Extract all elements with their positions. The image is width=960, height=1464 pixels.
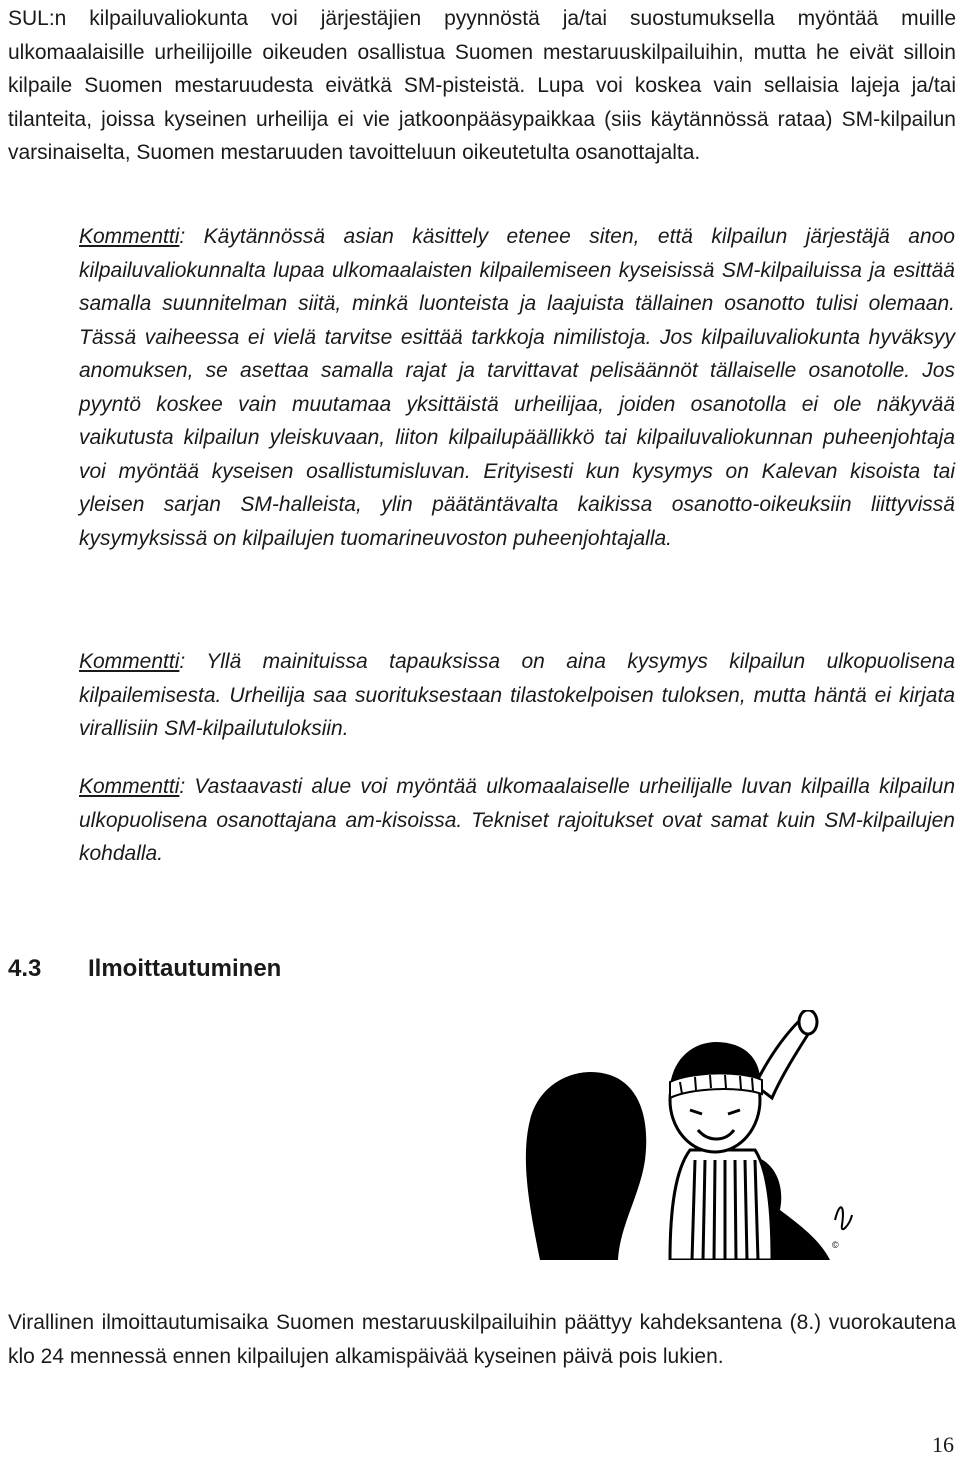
comment-text: : Käytännössä asian käsittely etenee siten, että kilpailun järjestäjä anoo kilpailuvaliokunnalta lupaa ulkomaalaisten kilpailemiseen kyseisissä SM-kilpailuissa ja esittää samalla suunnitelman siitä, minkä luonteista ja laajuista tällainen osanotto tulisi olemaan. Tässä vaiheessa ei vielä tarvitse esittää tarkkoja nimilistoja. Jos kilpailuvaliokunta hyväksyy anomuksen, se asettaa samalla rajat ja tarvittavat pelisäännöt tällaiselle osanotolle. Jos pyyntö koskee vain muutamaa yksittäistä urheilijaa, joiden osanotolla ei ole näkyvää vaikutusta kilpailun yleiskuvaan, liiton kilpailupäällikkö tai kilpailuvaliokunnan puheenjohtaja voi myöntää kyseisen osallistumisluvan. Erityisesti kun kysymys on Kalevan kisoista tai yleisen sarjan SM-halleista, ylin päätäntävalta kaikissa osanotto-oikeuksiin liittyvissä kysymyksissä on kilpailujen tuomarineuvoston puheenjohtajalla.	[79, 225, 955, 550]
section-heading	[8, 955, 281, 983]
registration-paragraph: Virallinen ilmoittautumisaika Suomen mestaruuskilpailuihin päättyy kahdeksantena (8.) vuorokautena klo 24 mennessä ennen kilpailujen alkamispäivää kyseinen päivä pois lukien.	[8, 1311, 956, 1368]
section-title: Ilmoittautuminen	[88, 955, 282, 982]
comment-label: Kommentti	[79, 650, 180, 673]
comment-1	[79, 220, 955, 555]
section-number: 4.3	[8, 955, 42, 982]
comment-label: Kommentti	[79, 225, 180, 248]
comment-text: : Yllä mainituissa tapauksissa on aina kysymys kilpailun ulkopuolisena kilpailemisesta. Urheilija saa suorituksestaan tilastokelpoisen tuloksen, mutta häntä ei kirjata virallisiin SM-kilpailutuloksiin.	[79, 650, 955, 740]
comment-3	[79, 770, 955, 871]
comment-text: : Vastaavasti alue voi myöntää ulkomaalaiselle urheilijalle luvan kilpailla kilpailun ulkopuolisena osanottajana am-kisoissa. Tekniset rajoitukset ovat samat kuin SM-kilpailujen kohdalla.	[79, 775, 955, 865]
comment-label: Kommentti	[79, 775, 180, 798]
svg-text:©: ©	[832, 1240, 839, 1250]
cartoon-athletes-illustration	[500, 1010, 880, 1260]
page-number: 16	[932, 1432, 954, 1457]
comment-2	[79, 645, 955, 746]
intro-paragraph: SUL:n kilpailuvaliokunta voi järjestäjien pyynnöstä ja/tai suostumuksella myöntää muille ulkomaalaisille urheilijoille oikeuden osallistua Suomen mestaruuskilpailuihin, mutta he eivät silloin kilpaile Suomen mestaruudesta eivätkä SM-pisteistä. Lupa voi koskea vain sellaisia lajeja ja/tai tilanteita, joissa kyseinen urheilija ei vie jatkoonpääsypaikkaa (siis käytännössä rataa) SM-kilpailun varsinaiselta, Suomen mestaruuden tavoitteluun oikeutetulta osanottajalta.	[8, 7, 956, 164]
